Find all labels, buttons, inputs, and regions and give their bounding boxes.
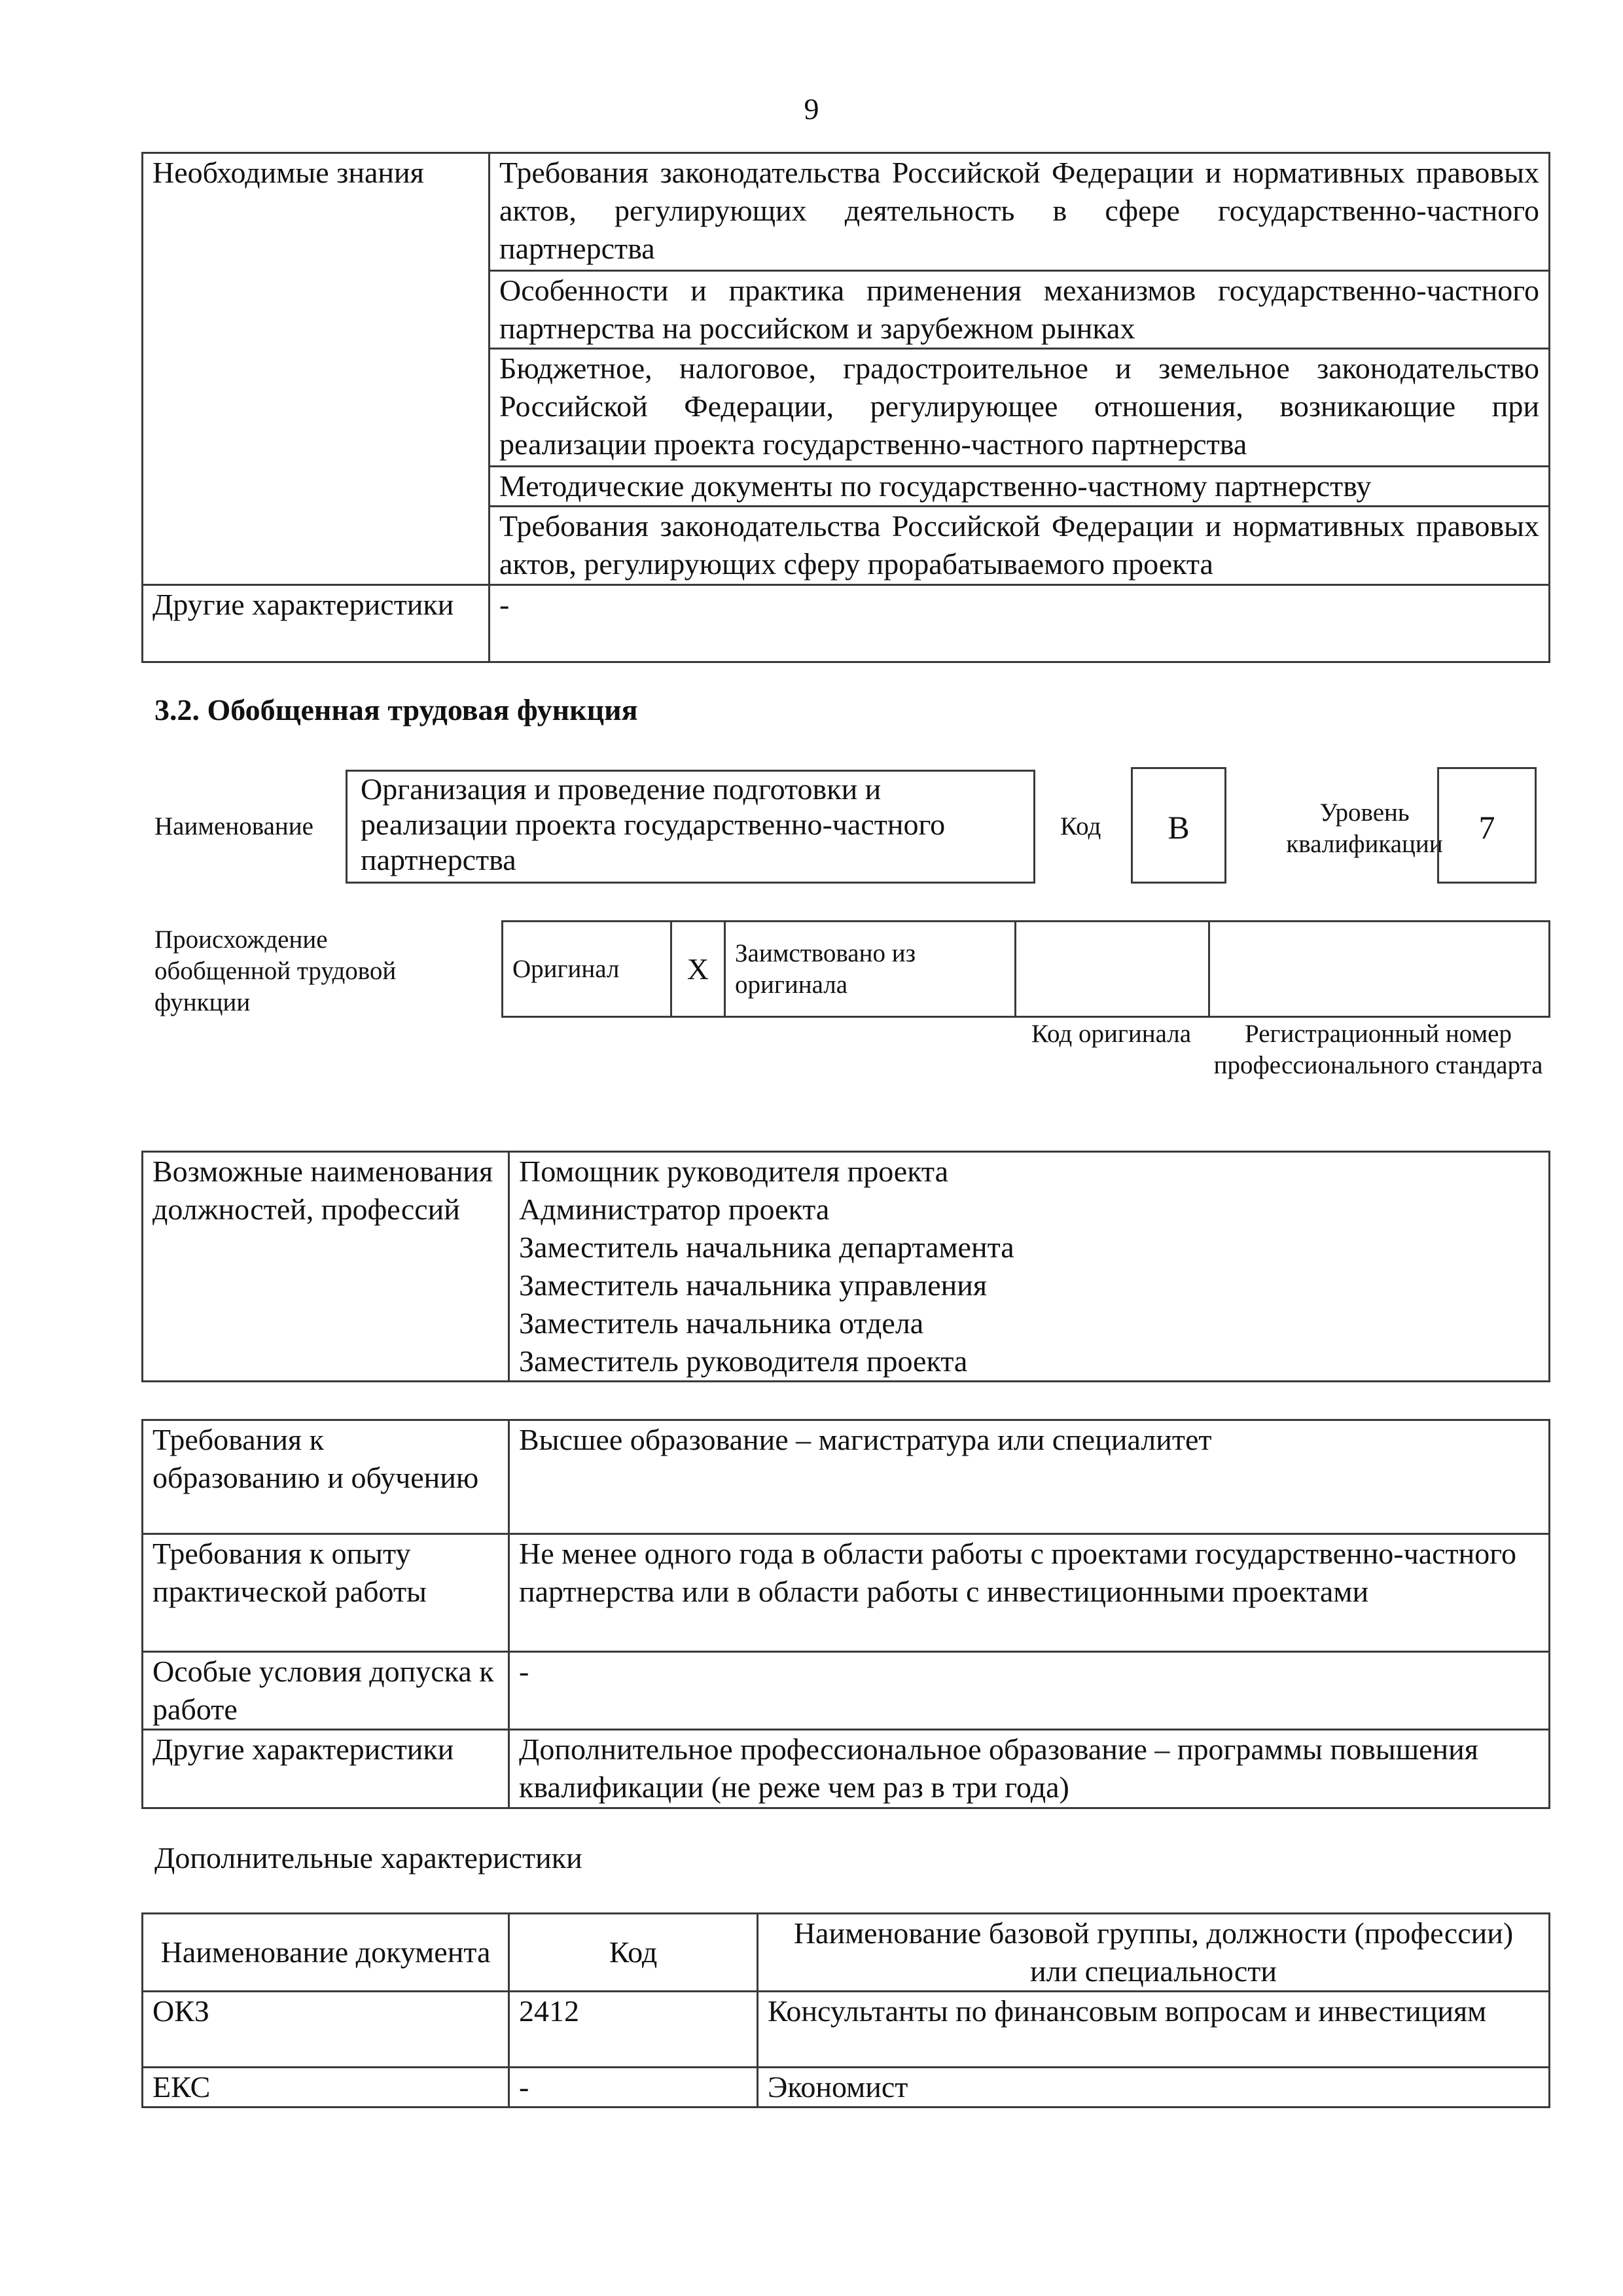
level-value: 7 — [1437, 767, 1537, 884]
positions-list — [509, 1152, 1550, 1382]
additional-cell: 2412 — [509, 1992, 758, 2068]
requirement-label: Требования к опыту практической работы — [143, 1534, 509, 1652]
additional-cell: ОКЗ — [143, 1992, 509, 2068]
section-heading: 3.2. Обобщенная трудовая функция — [154, 693, 638, 726]
knowledge-item: Бюджетное, налоговое, градостроительное и земельное законодательство Российской Федерации, регулирующее отношения, возникающие при реализации проекта государственно-частного партнерства — [490, 349, 1550, 467]
knowledge-label: Необходимые знания — [143, 153, 490, 585]
caption-registration-number: Регистрационный номер профессионального стандарта — [1213, 1020, 1543, 1079]
other-characteristics-label: Другие характеристики — [143, 585, 490, 662]
requirement-label: Другие характеристики — [143, 1730, 509, 1808]
knowledge-item: Методические документы по государственно-частному партнерству — [490, 467, 1550, 507]
name-label: Наименование — [154, 812, 313, 840]
additional-cell: - — [509, 2068, 758, 2108]
knowledge-item: Особенности и практика применения механизмов государственно-частного партнерства на российском и зарубежном рынках — [490, 271, 1550, 349]
requirement-value: Высшее образование – магистратура или специалитет — [509, 1420, 1550, 1534]
positions-table — [141, 1151, 1550, 1382]
origin-table — [501, 920, 1550, 1018]
code-value: B — [1131, 767, 1226, 884]
knowledge-item: Требования законодательства Российской Федерации и нормативных правовых актов, регулирующих деятельность в сфере государственно-частного партнерства — [490, 153, 1550, 271]
additional-table — [141, 1912, 1550, 2108]
original-label: Оригинал — [503, 922, 671, 1017]
knowledge-item: Требования законодательства Российской Федерации и нормативных правовых актов, регулирующих сферу прорабатываемого проекта — [490, 507, 1550, 585]
position-item: Заместитель руководителя проекта — [519, 1344, 968, 1378]
level-label: Уровень квалификации — [1286, 798, 1443, 858]
requirement-label: Особые условия допуска к работе — [143, 1652, 509, 1730]
caption-code-original: Код оригинала — [1031, 1020, 1192, 1048]
additional-heading: Дополнительные характеристики — [154, 1841, 582, 1874]
requirements-table — [141, 1419, 1550, 1809]
position-item: Администратор проекта — [519, 1193, 830, 1226]
original-mark: X — [671, 922, 725, 1017]
position-item: Заместитель начальника департамента — [519, 1230, 1014, 1264]
knowledge-table — [141, 152, 1550, 663]
additional-header: Наименование документа — [143, 1914, 509, 1992]
other-characteristics-value: - — [490, 585, 1550, 662]
position-item: Заместитель начальника управления — [519, 1268, 988, 1302]
position-item: Помощник руководителя проекта — [519, 1155, 949, 1188]
requirement-value: Не менее одного года в области работы с проектами государственно-частного партнерства или в области работы с инвестиционными проектами — [509, 1534, 1550, 1652]
function-name: Организация и проведение подготовки и реализации проекта государственно-частного партнерства — [346, 770, 1035, 884]
additional-header: Наименование базовой группы, должности (профессии) или специальности — [758, 1914, 1550, 1992]
code-label: Код — [1060, 812, 1101, 840]
additional-cell: ЕКС — [143, 2068, 509, 2108]
positions-label: Возможные наименования должностей, профессий — [143, 1152, 509, 1382]
registration-number-cell — [1209, 922, 1550, 1017]
position-item: Заместитель начальника отдела — [519, 1306, 924, 1340]
additional-cell: Экономист — [758, 2068, 1550, 2108]
origin-label: Происхождение обобщенной трудовой функции — [154, 925, 397, 1016]
additional-header: Код — [509, 1914, 758, 1992]
borrowed-label: Заимствовано из оригинала — [725, 922, 1016, 1017]
requirement-value: Дополнительное профессиональное образование – программы повышения квалификации (не реже чем раз в три года) — [509, 1730, 1550, 1808]
additional-cell: Консультанты по финансовым вопросам и инвестициям — [758, 1992, 1550, 2068]
requirement-value: - — [509, 1652, 1550, 1730]
original-code-cell — [1016, 922, 1209, 1017]
requirement-label: Требования к образованию и обучению — [143, 1420, 509, 1534]
page-number: 9 — [804, 92, 819, 126]
